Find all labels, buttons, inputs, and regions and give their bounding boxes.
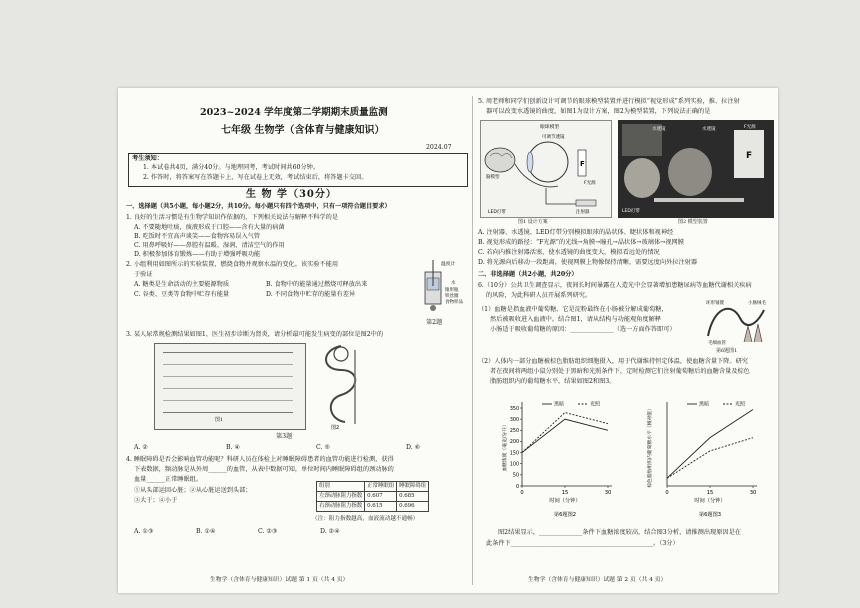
y-tick-label: 300 (509, 417, 519, 423)
q5-fig1-label: 图1 设计方案 (518, 219, 548, 225)
q6-fig1-label-villi: 小肠绒毛 (748, 301, 766, 306)
q4-data-table (316, 481, 429, 512)
q3-nephron-figure (311, 340, 371, 430)
legend-entry-1: 黑暗 (699, 401, 710, 408)
q5-photo-label-cover: 水透镜 (652, 127, 666, 132)
section-title: 生 物 学（30分） (246, 189, 337, 200)
q4-table-cell: 右颈动脉阻力指数 (317, 502, 365, 512)
q4-table-cell: 0.696 (397, 502, 429, 512)
q3-fig1-label: 图1 (215, 417, 224, 423)
legend-entry-2: 光照 (735, 401, 746, 408)
q5-label-lens: 可调节透镜 (542, 135, 565, 140)
y-tick-label: 250 (509, 429, 519, 435)
q6-fig1-caption: 第6题图1 (716, 348, 738, 354)
table-row (317, 502, 429, 512)
q4-table-header: 正常睡眠组 (365, 482, 397, 492)
q5-photo-label-water: 水透镜 (702, 127, 716, 132)
q4-table-header: 睡眠障碍组 (397, 482, 429, 492)
q4-option-b: B. ①④ (196, 528, 216, 535)
q3-option-c: C. ⑤ (316, 444, 330, 451)
x-tick-label: 0 (665, 490, 669, 496)
q2-apparatus-figure (411, 258, 471, 318)
q5-photo-label-led: LED灯带 (622, 209, 640, 214)
q5-label-brain: 脑模型 (486, 175, 500, 180)
q1-option-d: D. 积极参加体育锻炼——有助于增强呼吸功能 (134, 251, 261, 258)
q1-option-a: A. 不要随地吐痰，痰液形成于口腔——含有大量的病菌 (134, 224, 285, 231)
q6-fig1-label-fold: 环形皱襞 (706, 301, 724, 306)
q1-stem: 1. 良好的生活习惯是有生物学知识作依据的，下列相关说法与解释不科学的是 (126, 214, 339, 221)
y-tick-label: 100 (509, 462, 519, 468)
part2-heading: 二、非选择题（共2小题，共20分） (478, 271, 578, 278)
q3-option-b: B. ④ (226, 444, 241, 451)
q6-fig1-label-capillary: 毛细血管 (708, 341, 726, 346)
q2-label-water: 水 (451, 281, 456, 286)
q4-stem-2: 下表数据，频动脉是从外周______的血管，从表中数据可知，单位时间内睡眠障碍组的颈动脉的 (134, 466, 394, 473)
q5-photo-label-f: F光源 (744, 125, 756, 130)
page-divider (472, 96, 473, 585)
notice-box (128, 153, 468, 187)
q2-option-a: A. 糖类是生命活动的主要能源物质 (134, 281, 230, 288)
q2-label-wire: 铁丝圈 (445, 294, 459, 299)
x-tick-label: 15 (561, 490, 569, 496)
q5-design-figure (480, 120, 612, 218)
q6-answer-line1: 图2结果显示，______________条件下血糖浓度较高，结合图3分析，请推测出现原因是在 (498, 529, 741, 536)
q4-table-header: 组别 (317, 482, 365, 492)
q2-option-d: D. 不同食物中贮存的能量有差异 (266, 291, 356, 298)
q6-part1-line2: 然后被吸收进入血液中。结合图1，请从结构与功能观角度解释 (490, 316, 661, 323)
q4-table-note: （注：阻力指数越高，血液流动越不通畅） (312, 516, 419, 522)
y-axis-label: 棕色脂肪组织内葡萄糖水平（相对值） (648, 406, 653, 488)
y-tick-label: 150 (509, 451, 519, 457)
q4-table-cell: 0.607 (365, 492, 397, 502)
q5-fig2-label: 图2 模型装置 (678, 219, 708, 225)
q6-fig2-chart (498, 390, 618, 518)
notice-title: 考生须知： (132, 155, 163, 162)
notice-line-1: 1. 本试卷共4页，满分40分。与地理同考，考试时间共60分钟。 (143, 164, 320, 171)
q2-label-thermometer: 温度计 (441, 262, 456, 267)
q6-answer-line2: 此条件下______________________________________________。（3分） (486, 540, 679, 547)
q6-fig3-chart (643, 390, 763, 518)
q6-part1-line3: 小肠适于吸收葡萄糖的原因：______________（选一方面作答即可） (490, 326, 676, 333)
x-axis-label: 时间（分钟） (694, 498, 726, 504)
chart-title: 第6题图3 (698, 512, 722, 518)
q6-part2-line1: （2）人体内一部分血糖被棕色脂肪组织细胞摄入，用于代谢维持恒定体温，使血糖含量下降。研究 (478, 358, 748, 365)
footer-left: 生物学（含体育与健康知识）试题 第 1 页（共 4 页） (210, 577, 349, 583)
q5-option-c: C. 若向内推注射器活塞，使水透镜的曲度变大，模拟看远处的情况 (478, 249, 660, 256)
exam-date: 2024.07 (426, 144, 452, 151)
q3-stem: 3. 某人尿常规检测结果如图1，医生初步诊断为肾炎，请分析最可能发生病变的部位是图2中的 (126, 331, 384, 338)
q5-label-led: LED灯带 (488, 210, 506, 215)
q4-choice-line-1: ①从头部运回心脏；②从心脏运送到头部； (134, 487, 252, 494)
q2-label-food: 食物样品 (445, 300, 463, 305)
series-line-2 (522, 412, 608, 452)
q4-stem-3: 血量______正常睡眠组。 (134, 476, 203, 483)
q5-label-syringe: 注射器 (576, 210, 590, 215)
q2-stem: 2. 小组利用如图所示的实验装置，燃烧食物并观察水温的变化。该实验不能用 (126, 261, 339, 268)
q2-option-c: C. 谷类、豆类等食物中贮存有能量 (134, 291, 230, 298)
svg-text:F: F (580, 160, 585, 168)
exam-sheet (118, 88, 778, 593)
q2-stem-cont: 于验证 (134, 271, 153, 278)
q3-option-a: A. ② (134, 444, 148, 451)
q6-part1-line1: （1）血糖是指血液中葡萄糖，它是淀粉最终在小肠被分解成葡萄糖， (478, 306, 668, 313)
q3-figure-label: 第3题 (276, 433, 293, 440)
y-tick-label: 200 (509, 440, 519, 446)
y-tick-label: 350 (509, 406, 519, 412)
x-tick-label: 15 (706, 490, 714, 496)
q6-stem: 6.（10分）公共卫生调查显示，夜间长时间暴露在人造光中会显著增加患糖尿病等血糖代谢相关疾病 (478, 282, 752, 289)
q3-option-d: D. ⑥ (406, 444, 421, 451)
x-tick-label: 30 (604, 490, 612, 496)
school-year-title: 2023~2024 学年度第二学期期末质量监测 (200, 107, 388, 118)
y-tick-label: 50 (512, 473, 519, 479)
legend-entry-2: 光照 (590, 401, 601, 408)
series-line-1 (667, 410, 753, 479)
q5-label-eyeball: 眼球模型 (540, 125, 560, 130)
q2-label-flask: 锥形瓶 (445, 288, 459, 293)
page-left (126, 88, 471, 593)
q6-intestine-figure (704, 296, 774, 346)
q6-stem-2: 的风险，为此科研人员开展系列研究。 (486, 292, 592, 299)
q4-table-cell: 左颈动脉阻力指数 (317, 492, 365, 502)
q4-option-c: C. ②③ (258, 528, 278, 535)
q4-choice-line-2: ③大于；④小于 (134, 497, 178, 504)
series-line-2 (667, 438, 753, 479)
q1-option-c: C. 用鼻呼吸好——鼻腔有温暖、湿润、清洁空气的作用 (134, 242, 285, 249)
q6-part2-line3: 脂肪组织内的葡萄糖水平，结果如图2和图3。 (490, 378, 616, 385)
q3-urine-report-figure (154, 343, 306, 430)
part1-heading: 一、选择题（共5小题，每小题2分，共10分。每小题只有四个选项中，只有一项符合题目要求） (126, 203, 391, 210)
x-tick-label: 0 (520, 490, 524, 496)
q5-stem: 5. 周老师和同学们创新设计可调节的眼球模型装置并进行模拟“视觉形成”系列实验，推、拉注射 (478, 98, 740, 105)
q5-option-d: D. 将光源向后移动一段距离，使视网膜上物像保持清晰，需要远度向外拉注射器 (478, 259, 698, 266)
q5-option-b: B. 视觉形成的路径：“F光源”的光线→角膜→瞳孔→晶状体→玻璃体→视网膜 (478, 239, 684, 246)
q6-part2-line2: 者在夜间将两组小鼠分别处于黑暗和光照条件下，定时检测它们注射葡萄糖后的血糖含量及棕色 (490, 368, 750, 375)
notice-line-2: 2. 作答时，将答案写在答题卡上，写在试卷上无效，考试结束后，将答题卡交回。 (143, 174, 368, 181)
page-right (478, 88, 774, 593)
q4-stem: 4. 睡眠障碍是否会影响血管功能呢？科研人员在体检上对睡眠障碍患者的血管功能进行检测，获得 (126, 456, 394, 463)
q4-option-a: A. ①③ (134, 528, 154, 535)
q4-table-cell: 0.615 (365, 502, 397, 512)
q2-figure-label: 第2题 (426, 319, 443, 326)
svg-text:F: F (746, 151, 753, 161)
subject-title: 七年级 生物学（含体育与健康知识） (221, 125, 385, 136)
q1-option-b: B. 吃饭时不宜高声谈笑——食物容易误入气管 (134, 233, 261, 240)
q3-fig2-label: 图2 (331, 425, 340, 430)
x-axis-label: 时间（分钟） (549, 498, 581, 504)
q5-stem-2: 器可以改变水透镜的曲度，如图1为设计方案，图2为模型装置，下列说法正确的是 (486, 108, 711, 115)
y-tick-label: 0 (515, 484, 519, 490)
q2-option-b: B. 食物中的能量通过燃烧可释放出来 (266, 281, 368, 288)
q5-label-screen: F光源 (584, 181, 596, 186)
series-line-1 (522, 419, 608, 452)
legend-entry-1: 黑暗 (554, 401, 565, 408)
table-row (317, 492, 429, 502)
q5-option-a: A. 注射器、水透镜、LED灯带分别模拟眼球的晶状体、睫状体和视神经 (478, 229, 674, 236)
chart-title: 第6题图2 (553, 512, 577, 518)
footer-right: 生物学（含体育与健康知识）试题 第 2 页（共 4 页） (528, 577, 667, 583)
x-tick-label: 30 (749, 490, 757, 496)
q4-option-d: D. ②④ (320, 528, 340, 535)
q4-table-cell: 0.685 (397, 492, 429, 502)
q5-model-photo (618, 120, 774, 218)
y-axis-label: 血糖浓度（毫克/分升） (503, 422, 508, 472)
